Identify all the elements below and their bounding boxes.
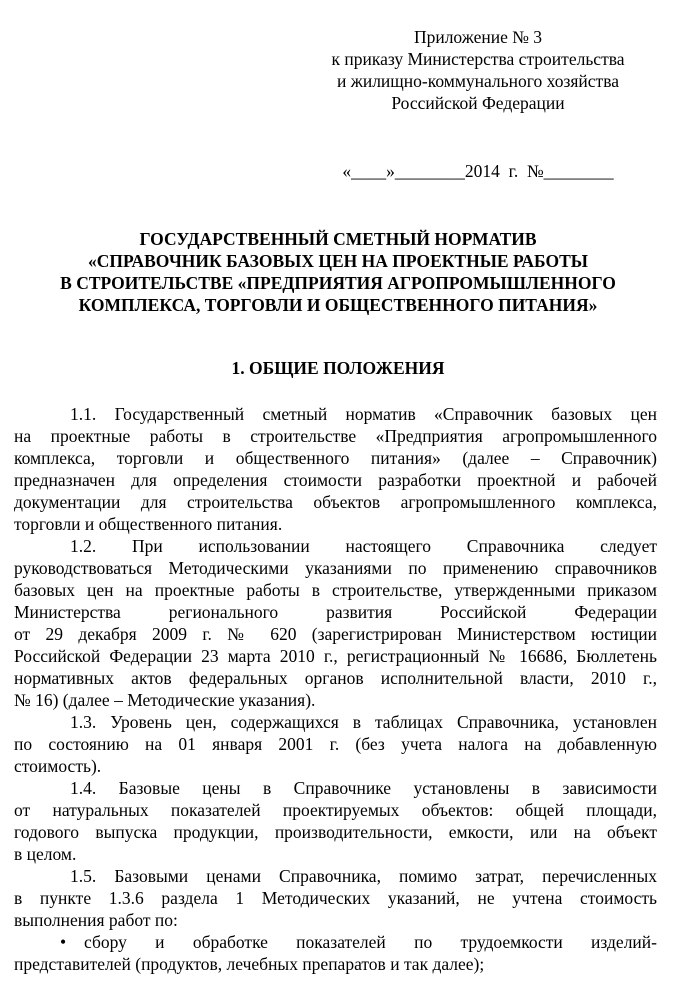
text-line: комплекса, торговли и общественного питания» (далее – Справочник) xyxy=(14,448,657,468)
text-line: 1.1. Государственный сметный норматив «Справочник базовых цен xyxy=(70,404,657,424)
text-line: выполнения работ по: xyxy=(14,910,178,930)
document-title xyxy=(20,228,656,316)
text-line: № 16) (далее – Методические указания). xyxy=(14,690,316,710)
text-line: по состоянию на 01 января 2001 г. (без учета налога на добавленную xyxy=(14,734,657,754)
text-line: документации для строительства объектов агропромышленного комплекса, xyxy=(14,492,657,512)
text-line: стоимость). xyxy=(14,756,102,776)
paragraph-1-4 xyxy=(14,777,657,865)
appendix-line: Российской Федерации xyxy=(391,93,565,113)
text-line: Министерства регионального развития Российской Федерации xyxy=(14,602,657,622)
text-line: в целом. xyxy=(14,844,77,864)
text-line: от натуральных показателей проектируемых объектов: общей площади, xyxy=(14,800,657,820)
appendix-line: Приложение № 3 xyxy=(413,27,543,47)
text-line: торговли и общественного питания. xyxy=(14,514,283,534)
text-line: от 29 декабря 2009 г. № 620 (зарегистрирован Министерством юстиции xyxy=(14,624,657,644)
text-line: базовых цен на проектные работы в строительстве, утвержденными приказом xyxy=(14,580,657,600)
paragraph-1-2 xyxy=(14,535,657,711)
text-line: предназначен для определения стоимости разработки проектной и рабочей xyxy=(14,470,657,490)
text-line: нормативных актов федеральных органов исполнительной власти, 2010 г., xyxy=(14,668,657,688)
order-date-number-line: «____»________2014 г. №________ xyxy=(342,161,614,181)
text-line: 1.4. Базовые цены в Справочнике установлены в зависимости xyxy=(70,778,657,798)
text-line: 1.5. Базовыми ценами Справочника, помимо затрат, перечисленных xyxy=(70,866,657,886)
title-line: КОМПЛЕКСА, ТОРГОВЛИ И ОБЩЕСТВЕННОГО ПИТАНИЯ» xyxy=(78,295,598,315)
appendix-header xyxy=(300,26,656,114)
title-line: В СТРОИТЕЛЬСТВЕ «ПРЕДПРИЯТИЯ АГРОПРОМЫШЛЕННОГО xyxy=(60,273,616,293)
text-line: представителей (продуктов, лечебных препаратов и так далее); xyxy=(14,954,485,974)
text-line: 1.2. При использовании настоящего Справочника следует xyxy=(70,536,657,556)
title-line: «СПРАВОЧНИК БАЗОВЫХ ЦЕН НА ПРОЕКТНЫЕ РАБОТЫ xyxy=(88,251,588,271)
appendix-line: и жилищно-коммунального хозяйства xyxy=(337,71,619,91)
bullet-list xyxy=(14,931,657,975)
bullet-item xyxy=(14,931,657,953)
text-line: в пункте 1.3.6 раздела 1 Методических указаний, не учтена стоимость xyxy=(14,888,657,908)
paragraph-1-3 xyxy=(14,711,657,777)
text-line: руководствоваться Методическими указаниями по применению справочников xyxy=(14,558,657,578)
bullet-icon: • xyxy=(60,932,67,952)
paragraph-1-5 xyxy=(14,865,657,931)
appendix-line: к приказу Министерства строительства xyxy=(331,49,625,69)
text-line: 1.3. Уровень цен, содержащихся в таблицах Справочника, установлен xyxy=(70,712,657,732)
text-line: Российской Федерации 23 марта 2010 г., регистрационный № 16686, Бюллетень xyxy=(14,646,657,666)
section-heading: 1. ОБЩИЕ ПОЛОЖЕНИЯ xyxy=(231,358,445,378)
document-body xyxy=(14,403,657,975)
paragraph-1-1 xyxy=(14,403,657,535)
text-line: годового выпуска продукции, производительности, емкости, или на объект xyxy=(14,822,657,842)
text-line: на проектные работы в строительстве «Предприятия агропромышленного xyxy=(14,426,657,446)
text-line: сбору и обработке показателей по трудоемкости изделий- xyxy=(84,932,657,952)
title-line: ГОСУДАРСТВЕННЫЙ СМЕТНЫЙ НОРМАТИВ xyxy=(139,229,537,249)
